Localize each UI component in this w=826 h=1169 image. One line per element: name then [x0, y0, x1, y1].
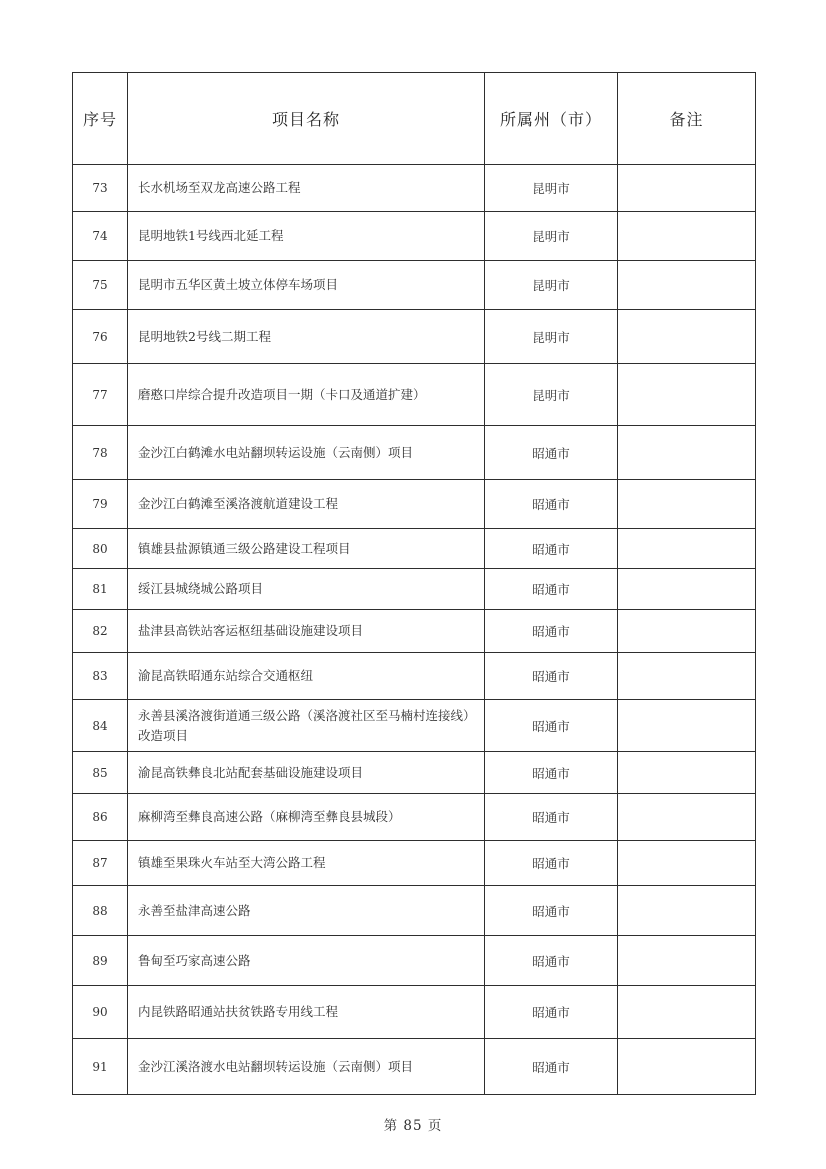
project-table	[72, 72, 756, 1095]
table-row	[73, 752, 756, 794]
project-name-cell: 磨憨口岸综合提升改造项目一期（卡口及通道扩建）	[128, 364, 485, 426]
serial-cell: 88	[73, 886, 128, 936]
project-name-cell: 鲁甸至巧家高速公路	[128, 936, 485, 986]
table-row	[73, 886, 756, 936]
serial-cell: 86	[73, 794, 128, 841]
note-cell	[618, 986, 756, 1039]
city-cell: 昭通市	[485, 752, 618, 794]
serial-cell: 83	[73, 653, 128, 700]
city-cell: 昭通市	[485, 426, 618, 480]
table-row	[73, 1039, 756, 1095]
serial-cell: 90	[73, 986, 128, 1039]
table-row	[73, 529, 756, 569]
table-row	[73, 841, 756, 886]
city-cell: 昭通市	[485, 480, 618, 529]
table-row	[73, 610, 756, 653]
header-note: 备注	[618, 73, 756, 165]
serial-cell: 91	[73, 1039, 128, 1095]
serial-cell: 87	[73, 841, 128, 886]
table-row	[73, 364, 756, 426]
table-row	[73, 569, 756, 610]
note-cell	[618, 426, 756, 480]
city-cell: 昆明市	[485, 364, 618, 426]
city-cell: 昆明市	[485, 212, 618, 261]
serial-cell: 75	[73, 261, 128, 310]
city-cell: 昭通市	[485, 610, 618, 653]
header-city: 所属州（市）	[485, 73, 618, 165]
project-name-cell: 内昆铁路昭通站扶贫铁路专用线工程	[128, 986, 485, 1039]
project-name-cell: 金沙江溪洛渡水电站翻坝转运设施（云南侧）项目	[128, 1039, 485, 1095]
table-row	[73, 165, 756, 212]
serial-cell: 78	[73, 426, 128, 480]
table-row	[73, 700, 756, 752]
note-cell	[618, 212, 756, 261]
serial-cell: 84	[73, 700, 128, 752]
serial-cell: 79	[73, 480, 128, 529]
city-cell: 昭通市	[485, 886, 618, 936]
city-cell: 昭通市	[485, 529, 618, 569]
table-row	[73, 480, 756, 529]
city-cell: 昭通市	[485, 1039, 618, 1095]
table-row	[73, 936, 756, 986]
city-cell: 昆明市	[485, 310, 618, 364]
note-cell	[618, 610, 756, 653]
note-cell	[618, 752, 756, 794]
note-cell	[618, 700, 756, 752]
note-cell	[618, 841, 756, 886]
project-name-cell: 金沙江白鹤滩水电站翻坝转运设施（云南侧）项目	[128, 426, 485, 480]
note-cell	[618, 165, 756, 212]
project-name-cell: 绥江县城绕城公路项目	[128, 569, 485, 610]
table-row	[73, 310, 756, 364]
serial-cell: 85	[73, 752, 128, 794]
project-name-cell: 镇雄县盐源镇通三级公路建设工程项目	[128, 529, 485, 569]
project-name-cell: 昆明地铁1号线西北延工程	[128, 212, 485, 261]
header-project-name: 项目名称	[128, 73, 485, 165]
note-cell	[618, 310, 756, 364]
note-cell	[618, 261, 756, 310]
project-name-cell: 永善县溪洛渡街道通三级公路（溪洛渡社区至马楠村连接线）改造项目	[128, 700, 485, 752]
city-cell: 昭通市	[485, 700, 618, 752]
project-name-cell: 盐津县高铁站客运枢纽基础设施建设项目	[128, 610, 485, 653]
project-name-cell: 长水机场至双龙高速公路工程	[128, 165, 485, 212]
table-row	[73, 986, 756, 1039]
project-name-cell: 金沙江白鹤滩至溪洛渡航道建设工程	[128, 480, 485, 529]
city-cell: 昭通市	[485, 936, 618, 986]
city-cell: 昭通市	[485, 653, 618, 700]
header-serial: 序号	[73, 73, 128, 165]
table-row	[73, 212, 756, 261]
note-cell	[618, 886, 756, 936]
note-cell	[618, 653, 756, 700]
serial-cell: 74	[73, 212, 128, 261]
project-name-cell: 渝昆高铁彝良北站配套基础设施建设项目	[128, 752, 485, 794]
note-cell	[618, 364, 756, 426]
project-name-cell: 昆明市五华区黄土坡立体停车场项目	[128, 261, 485, 310]
serial-cell: 82	[73, 610, 128, 653]
note-cell	[618, 529, 756, 569]
table-row	[73, 261, 756, 310]
serial-cell: 81	[73, 569, 128, 610]
table-row	[73, 653, 756, 700]
note-cell	[618, 1039, 756, 1095]
city-cell: 昭通市	[485, 794, 618, 841]
note-cell	[618, 794, 756, 841]
serial-cell: 89	[73, 936, 128, 986]
table-header-row	[73, 73, 756, 165]
project-name-cell: 渝昆高铁昭通东站综合交通枢纽	[128, 653, 485, 700]
serial-cell: 73	[73, 165, 128, 212]
city-cell: 昭通市	[485, 841, 618, 886]
city-cell: 昆明市	[485, 165, 618, 212]
project-name-cell: 昆明地铁2号线二期工程	[128, 310, 485, 364]
note-cell	[618, 936, 756, 986]
page-number: 第 85 页	[383, 1118, 443, 1134]
project-name-cell: 镇雄至果珠火车站至大湾公路工程	[128, 841, 485, 886]
project-name-cell: 永善至盐津高速公路	[128, 886, 485, 936]
city-cell: 昭通市	[485, 569, 618, 610]
project-name-cell: 麻柳湾至彝良高速公路（麻柳湾至彝良县城段）	[128, 794, 485, 841]
city-cell: 昭通市	[485, 986, 618, 1039]
note-cell	[618, 480, 756, 529]
city-cell: 昆明市	[485, 261, 618, 310]
table-row	[73, 794, 756, 841]
serial-cell: 77	[73, 364, 128, 426]
note-cell	[618, 569, 756, 610]
table-body	[73, 165, 756, 1095]
table-row	[73, 426, 756, 480]
serial-cell: 76	[73, 310, 128, 364]
serial-cell: 80	[73, 529, 128, 569]
